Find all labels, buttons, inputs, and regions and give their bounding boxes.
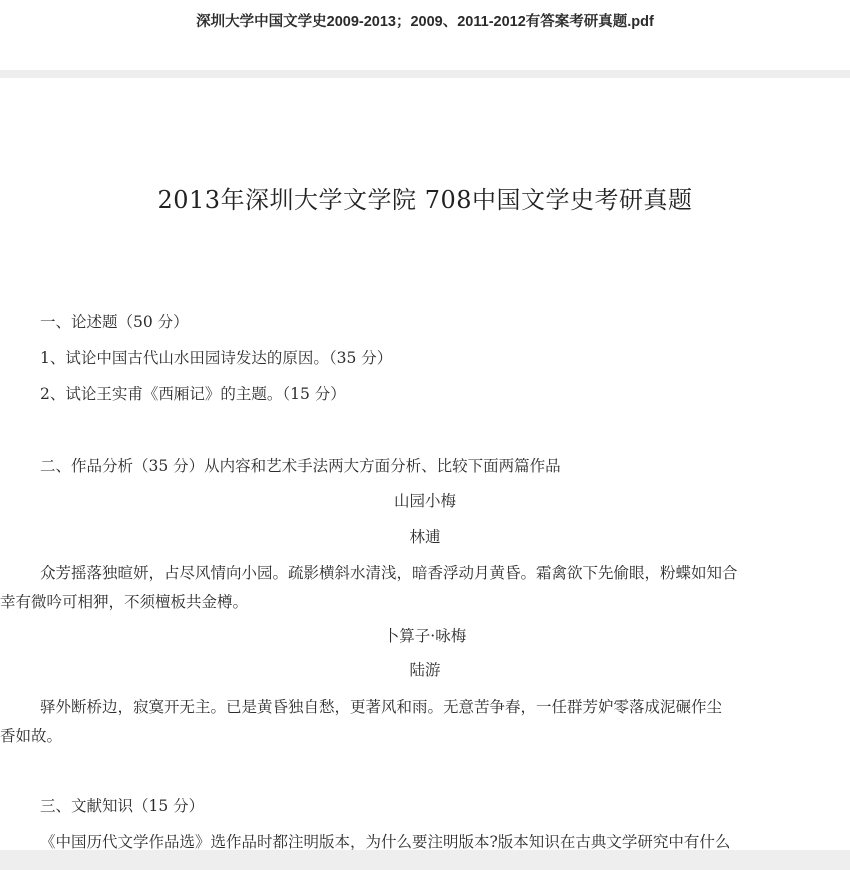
section3-question1: 《中国历代文学作品选》选作品时都注明版本，为什么要注明版本?版本知识在古典文学研究中有什么: [40, 833, 731, 850]
exam-title: 2013年深圳大学文学院 708中国文学史考研真题: [157, 186, 693, 214]
poem2-author: 陆游: [409, 661, 441, 679]
poem1-text-line1: 众芳摇落独暄妍，占尽风情向小园。疏影横斜水清浅，暗香浮动月黄昏。霜禽欲下先偷眼，粉蝶如知合: [40, 564, 738, 582]
section2-heading: 二、作品分析（35 分）从内容和艺术手法两大方面分析、比较下面两篇作品: [40, 457, 561, 475]
section1-question2: 2、试论王实甫《西厢记》的主题。（15 分）: [40, 385, 346, 403]
section1-heading: 一、论述题（50 分）: [40, 313, 189, 331]
section1-question1: 1、试论中国古代山水田园诗发达的原因。（35 分）: [40, 349, 393, 367]
poem2-title: 卜算子·咏梅: [383, 627, 467, 645]
poem1-text-line2: 幸有微吟可相狎，不须檀板共金樽。: [0, 593, 249, 611]
poem1-title: 山园小梅: [393, 492, 456, 510]
section3-heading: 三、文献知识（15 分）: [40, 797, 205, 815]
header-divider: [0, 70, 850, 78]
poem2-text-line1: 驿外断桥边，寂寞开无主。已是黄昏独自愁，更著风和雨。无意苦争春，一任群芳妒零落成泥碾作尘: [40, 698, 723, 716]
poem2-text-line2: 香如故。: [0, 727, 63, 745]
poem1-author: 林逋: [409, 528, 441, 546]
file-title: 深圳大学中国文学史2009-2013；2009、2011-2012有答案考研真题.pdf: [196, 14, 654, 30]
page-bottom-gap: [0, 850, 850, 870]
viewer-header: [0, 0, 850, 70]
document-page: [0, 78, 850, 850]
